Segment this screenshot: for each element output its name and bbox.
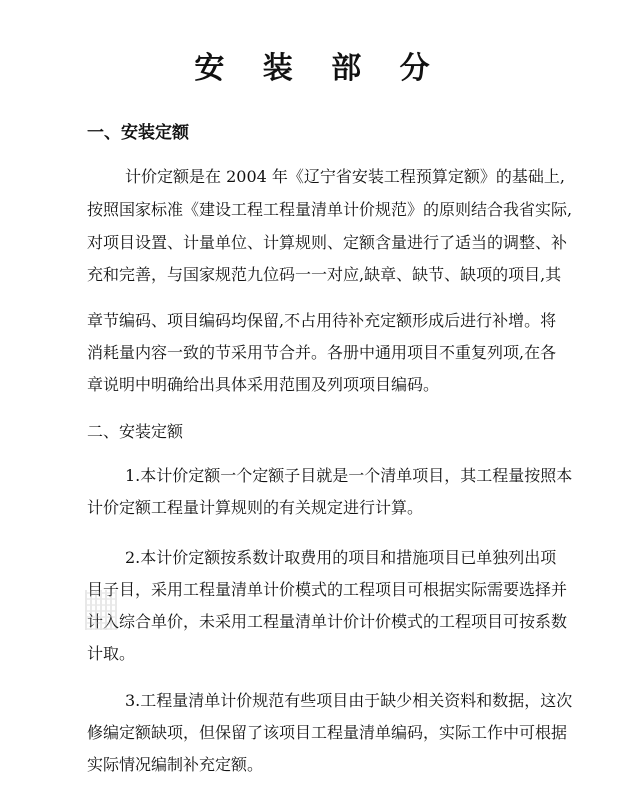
section-1-line-7: 章说明中明确给出具体采用范围及列项项目编码。 bbox=[87, 375, 440, 394]
section-1-heading: 一、安装定额 bbox=[87, 123, 189, 143]
item-2-line-4: 计取。 bbox=[87, 644, 136, 663]
section-1-line-4: 充和完善，与国家规范九位码一一对应,缺章、缺节、缺项的项目,其 bbox=[87, 265, 562, 284]
item-2-line-2: 目子目，采用工程量清单计价模式的工程项目可根据实际需要选择并 bbox=[87, 580, 568, 599]
item-3-line-1: 3.工程量清单计价规范有些项目由于缺少相关资料和数据，这次 bbox=[125, 691, 573, 710]
item-1-line-1: 1.本计价定额一个定额子目就是一个清单项目，其工程量按照本 bbox=[125, 466, 573, 485]
item-3-line-2: 修编定额缺项，但保留了该项目工程量清单编码，实际工作中可根据 bbox=[87, 723, 568, 742]
document-title: 安 装 部 分 bbox=[194, 51, 444, 86]
item-2-line-3: 计入综合单价，未采用工程量清单计价计价模式的工程项目可按系数 bbox=[87, 612, 568, 631]
section-1-line-1: 计价定额是在 2004 年《辽宁省安装工程预算定额》的基础上, bbox=[125, 167, 565, 186]
section-1-line-3: 对项目设置、计量单位、计算规则、定额含量进行了适当的调整、补 bbox=[87, 233, 568, 252]
section-2-heading: 二、安装定额 bbox=[87, 422, 184, 441]
watermark-artifact bbox=[85, 590, 117, 630]
item-3-line-3: 实际情况编制补充定额。 bbox=[87, 755, 264, 774]
item-1-line-2: 计价定额工程量计算规则的有关规定进行计算。 bbox=[87, 498, 424, 517]
section-1-line-2: 按照国家标准《建设工程工程量清单计价规范》的原则结合我省实际, bbox=[87, 200, 573, 219]
section-1-line-6: 消耗量内容一致的节采用节合并。各册中通用项目不重复列项,在各 bbox=[87, 343, 557, 362]
item-2-line-1: 2.本计价定额按系数计取费用的项目和措施项目已单独列出项 bbox=[125, 548, 557, 567]
section-1-line-5: 章节编码、项目编码均保留,不占用待补充定额形成后进行补增。将 bbox=[87, 311, 557, 330]
